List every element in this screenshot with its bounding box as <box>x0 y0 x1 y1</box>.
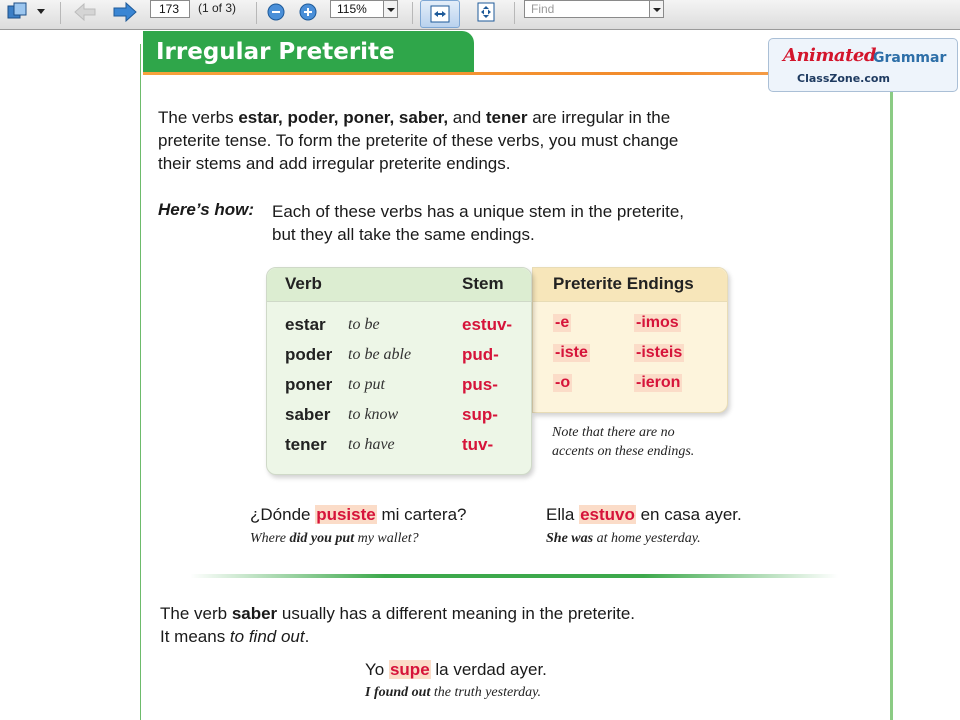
saber-note: The verb saber usually has a different meaning in the preterite. It means to find out. <box>160 604 636 646</box>
stem-poder: pud- <box>462 345 499 364</box>
ending-nosotros: -imos <box>636 314 679 331</box>
ending-el: -o <box>555 374 571 391</box>
example-1-english: Where did you put my wallet? <box>250 531 419 546</box>
forward-button[interactable] <box>110 0 140 24</box>
zoom-out-button[interactable] <box>264 0 288 24</box>
intro-paragraph: The verbs estar, poder, poner, saber, and tener are irregular in the preterite tense. To form the preterite of these verbs, you must change their stems and add irregular preterite endings. <box>158 108 679 173</box>
pdf-toolbar <box>0 0 960 30</box>
zoom-dropdown-button[interactable] <box>384 0 398 18</box>
verb-saber: saber <box>285 405 331 424</box>
back-button[interactable] <box>70 0 100 24</box>
zoom-out-icon <box>266 2 286 22</box>
example-2-spanish: Ella estuvo en casa ayer. <box>546 505 742 524</box>
verb-estar: estar <box>285 315 326 334</box>
chevron-down-icon <box>37 9 45 15</box>
intro-verb-list: estar, poder, poner, saber, <box>238 108 449 127</box>
section-divider <box>190 574 838 578</box>
page-title: Irregular Preterite Verbs <box>143 31 474 73</box>
header-endings: Preterite Endings <box>553 274 694 293</box>
gloss-tener: to have <box>348 436 395 453</box>
zoom-level-input[interactable]: 115% <box>330 0 384 18</box>
stem-saber: sup- <box>462 405 498 424</box>
zoom-in-button[interactable] <box>296 0 320 24</box>
fit-page-button[interactable] <box>470 0 502 24</box>
saber-meaning: to find out <box>229 627 305 646</box>
saber-word: saber <box>231 604 278 623</box>
verb-tener: tener <box>285 435 327 454</box>
heres-how-text: Each of these verbs has a unique stem in the preterite, but they all take the same endings. <box>272 202 685 244</box>
saber-example-spanish: Yo supe la verdad ayer. <box>365 660 547 679</box>
select-tool-button[interactable] <box>4 0 32 24</box>
find-dropdown-button[interactable] <box>650 0 664 18</box>
gloss-estar: to be <box>348 316 380 333</box>
example-1-spanish: ¿Dónde pusiste mi cartera? <box>250 505 467 524</box>
gloss-poner: to put <box>348 376 385 393</box>
animated-grammar-link[interactable] <box>768 38 958 92</box>
fit-width-icon <box>429 4 451 24</box>
select-tool-icon <box>6 2 30 22</box>
brand-grammar: Grammar <box>873 50 947 66</box>
stem-estar: estuv- <box>462 315 513 334</box>
stem-poner: pus- <box>462 375 498 394</box>
brand-animated: Animated <box>783 45 876 66</box>
saber-example-english: I found out the truth yesterday. <box>365 685 542 700</box>
fit-page-icon <box>475 1 497 23</box>
ending-tu: -iste <box>555 344 588 361</box>
fit-width-button[interactable] <box>420 0 460 28</box>
ending-vosotros: -isteis <box>636 344 683 361</box>
gloss-poder: to be able <box>348 346 412 363</box>
header-stem: Stem <box>462 274 504 293</box>
intro-last-verb: tener <box>485 108 528 127</box>
page-count: (1 of 3) <box>198 1 237 15</box>
heres-how-label: Here’s how: <box>158 200 255 219</box>
example-2-highlight: estuvo <box>580 505 635 524</box>
ending-ellos: -ieron <box>636 374 681 391</box>
page-number-input[interactable]: 173 <box>150 0 190 18</box>
endings-note: Note that there are no accents on these endings. <box>552 425 695 459</box>
brand-site: ClassZone.com <box>797 72 890 85</box>
page-border-right <box>890 44 893 720</box>
ending-yo: -e <box>555 314 570 331</box>
header-verb: Verb <box>285 274 322 293</box>
zoom-in-icon <box>298 2 318 22</box>
saber-example-highlight: supe <box>389 660 430 679</box>
verb-poder: poder <box>285 345 333 364</box>
forward-arrow-icon <box>112 1 138 23</box>
gloss-saber: to know <box>348 406 399 423</box>
verb-poner: poner <box>285 375 333 394</box>
example-1-highlight: pusiste <box>316 505 376 524</box>
example-2-english: She was at home yesterday. <box>546 531 701 546</box>
back-arrow-icon <box>73 2 97 22</box>
page-border-left <box>140 44 141 720</box>
stem-tener: tuv- <box>462 435 494 454</box>
select-tool-dropdown[interactable] <box>34 0 48 24</box>
find-input[interactable]: Find <box>524 0 650 18</box>
